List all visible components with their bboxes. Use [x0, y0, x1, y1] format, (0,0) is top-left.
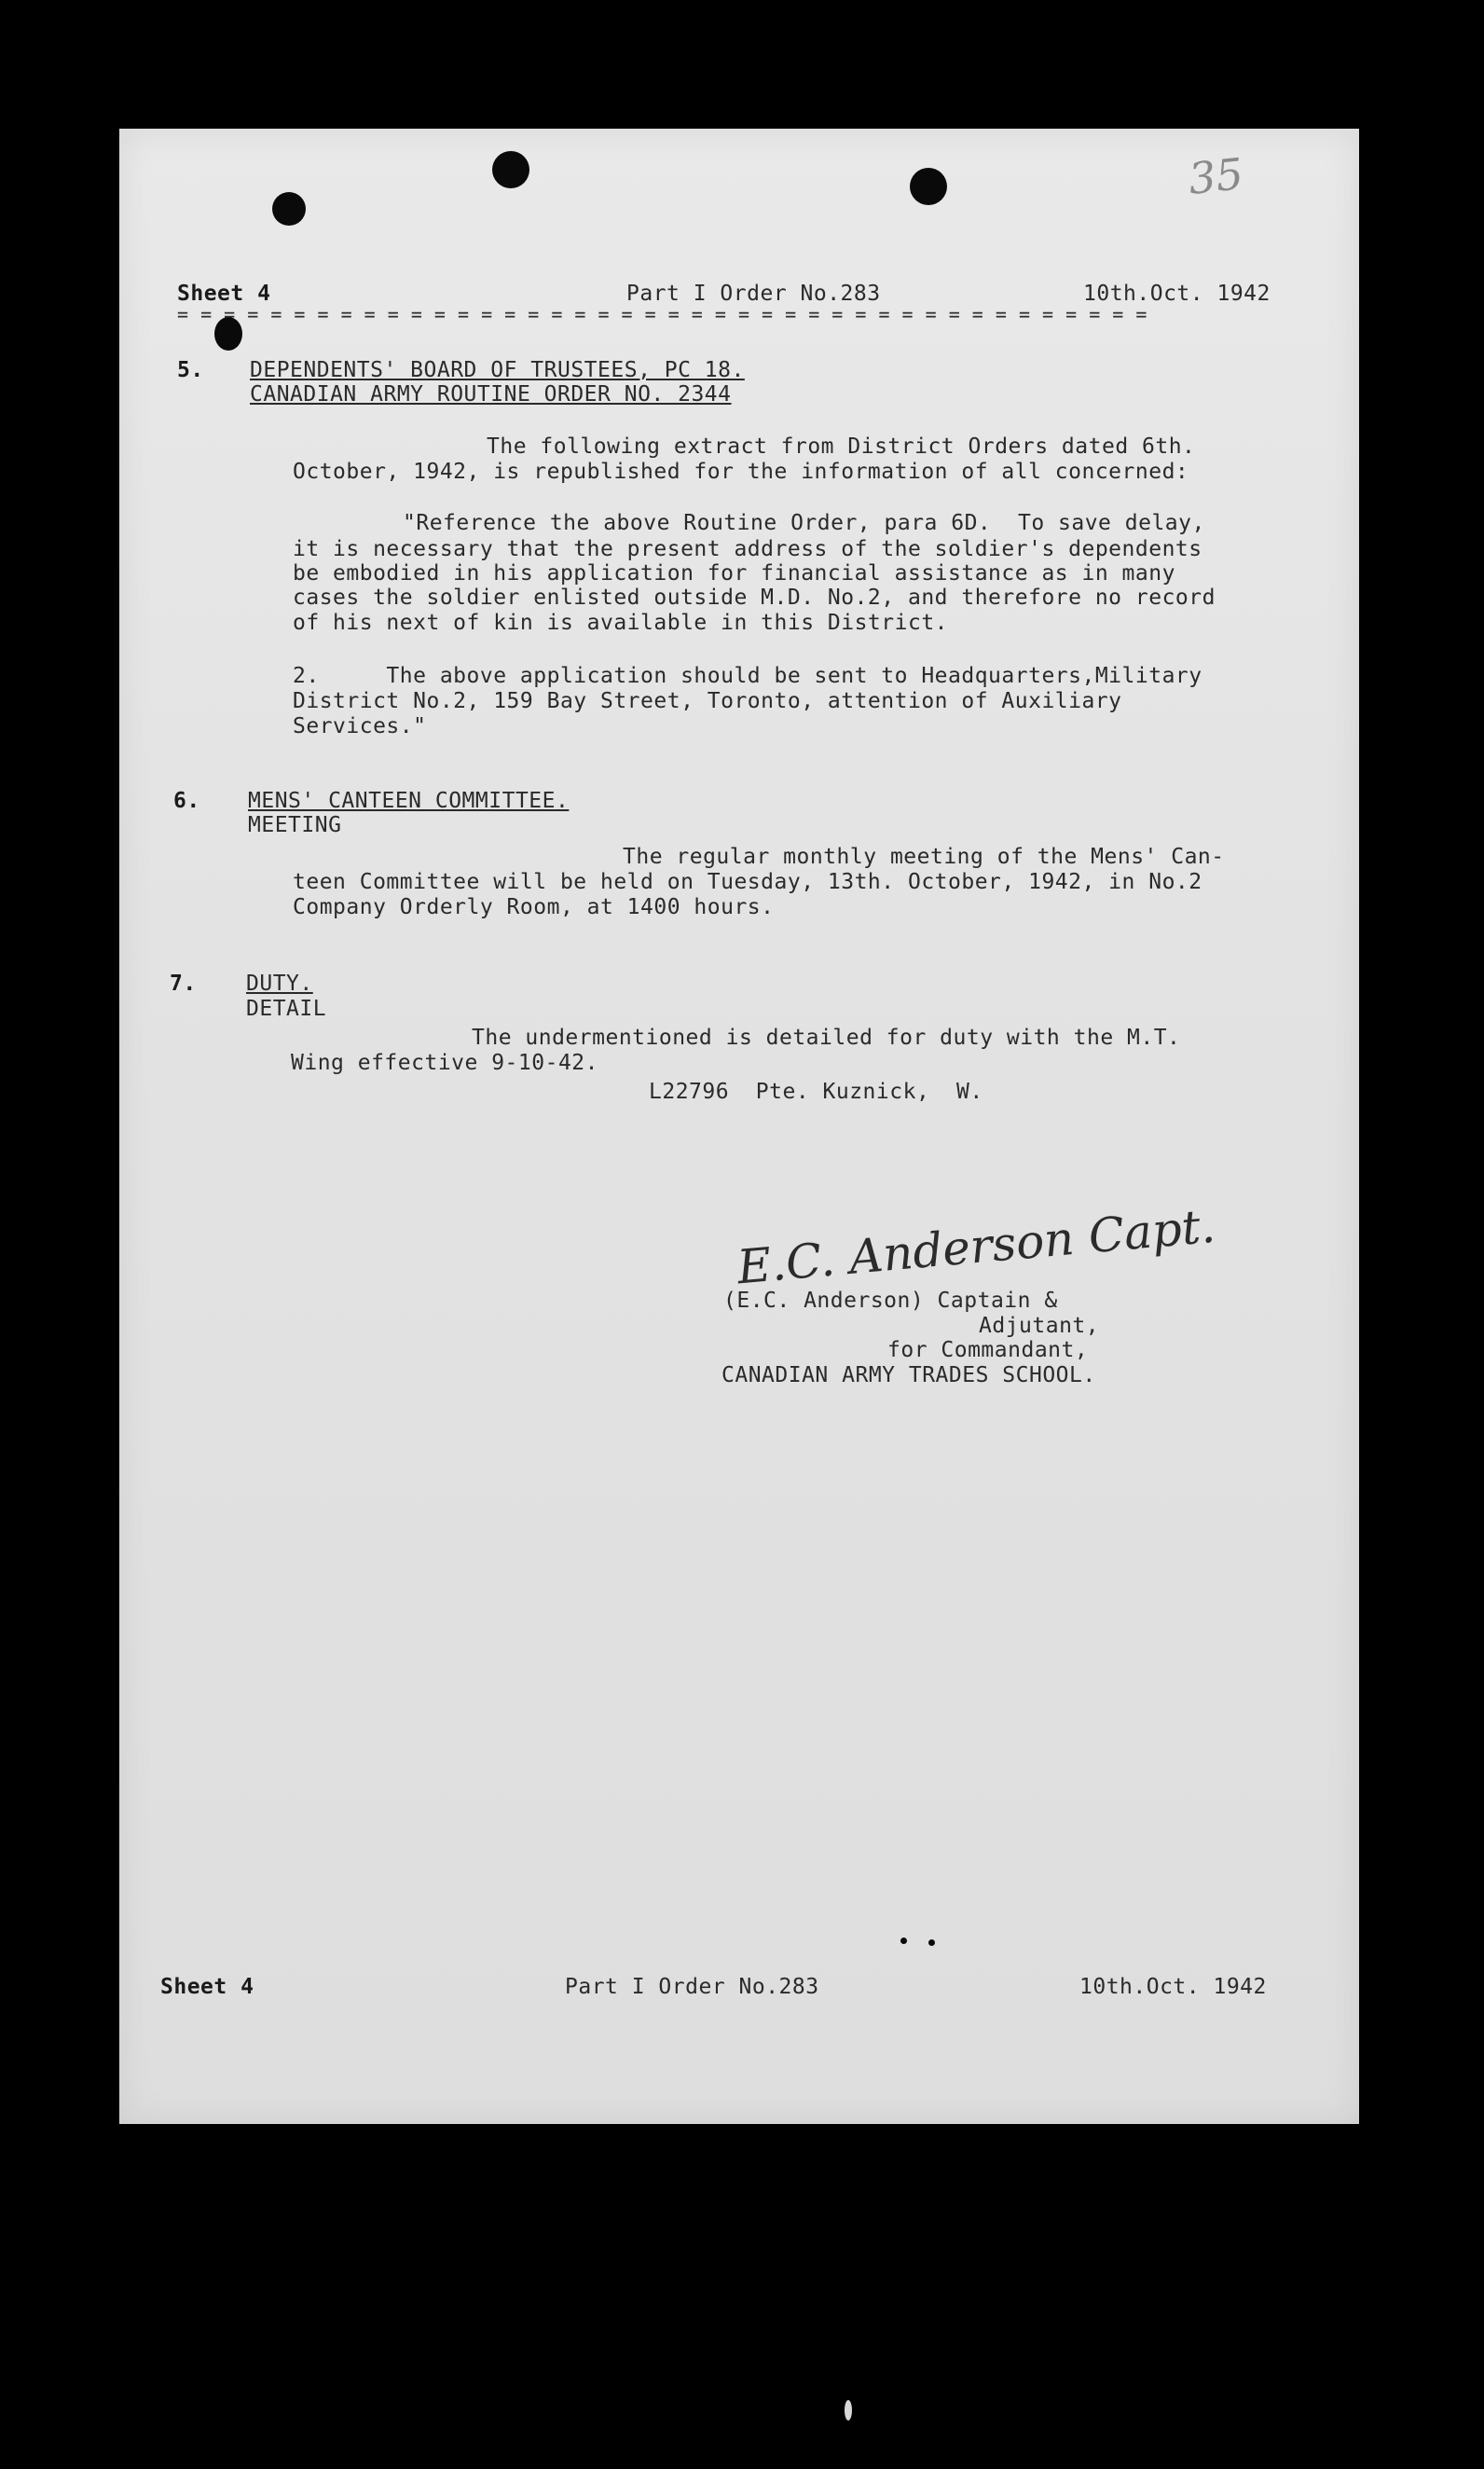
item-5-para2-line-3: Services." — [293, 714, 427, 738]
punch-hole-left — [272, 192, 306, 226]
item-5-para2-line-2: District No.2, 159 Bay Street, Toronto, attention of Auxiliary — [293, 689, 1122, 713]
handwritten-signature: E.C. Anderson Capt. — [735, 1198, 1217, 1295]
item-7-title-line2: DETAIL — [246, 997, 327, 1021]
ink-dot — [900, 1938, 907, 1944]
item-5-number: 5. — [177, 358, 204, 382]
header-order: Part I Order No.283 — [626, 282, 881, 306]
item-5-line-2: October, 1942, is republished for the information of all concerned: — [293, 460, 1189, 484]
item-5-quote-line-4: cases the soldier enlisted outside M.D. No.2, and therefore no record — [293, 586, 1216, 610]
item-5-line-1: The following extract from District Orders dated 6th. — [487, 434, 1196, 459]
item-6-number: 6. — [173, 789, 200, 813]
item-5-quote-line-5: of his next of kin is available in this District. — [293, 611, 949, 635]
signature-line-3: for Commandant, — [887, 1338, 1089, 1362]
signature-line-1: (E.C. Anderson) Captain & — [723, 1289, 1058, 1313]
footer-date: 10th.Oct. 1942 — [1079, 1975, 1267, 1999]
item-5-title-line1: DEPENDENTS' BOARD OF TRUSTEES, PC 18. — [250, 358, 745, 382]
pencil-page-number: 35 — [1186, 148, 1246, 204]
item-5-para2-line-1: 2. The above application should be sent to Headquarters,Military — [293, 664, 1202, 688]
item-5-title-line2: CANADIAN ARMY ROUTINE ORDER NO. 2344 — [250, 382, 732, 407]
item-7-title-line1: DUTY. — [246, 972, 313, 996]
header-rule: = = = = = = = = = = = = = = = = = = = = = = = = = = = = = = = = = = = = = = = = = = — [177, 303, 1147, 325]
dust-speck — [845, 2400, 852, 2421]
footer-order: Part I Order No.283 — [565, 1975, 819, 1999]
item-5-quote-line-3: be embodied in his application for financial assistance as in many — [293, 561, 1175, 586]
item-5-quote-line-1: "Reference the above Routine Order, para 6D. To save delay, — [403, 511, 1205, 535]
item-7-person: L22796 Pte. Kuznick, W. — [649, 1080, 983, 1104]
item-6-title-line1: MENS' CANTEEN COMMITTEE. — [248, 789, 570, 813]
ink-dot — [928, 1939, 935, 1946]
item-5-quote-line-2: it is necessary that the present address of the soldier's dependents — [293, 537, 1202, 561]
signature-line-4: CANADIAN ARMY TRADES SCHOOL. — [721, 1363, 1096, 1387]
document-page — [119, 129, 1359, 2124]
item-6-line-1: The regular monthly meeting of the Mens' Can- — [623, 845, 1225, 869]
item-6-line-2: teen Committee will be held on Tuesday, 13th. October, 1942, in No.2 — [293, 870, 1202, 894]
punch-hole-right — [910, 168, 947, 205]
item-6-title-line2: MEETING — [248, 813, 342, 837]
item-6-line-3: Company Orderly Room, at 1400 hours. — [293, 895, 775, 919]
header-date: 10th.Oct. 1942 — [1083, 282, 1271, 306]
item-7-line-2: Wing effective 9-10-42. — [291, 1051, 598, 1075]
signature-line-2: Adjutant, — [979, 1314, 1100, 1338]
header-sheet: Sheet 4 — [177, 282, 271, 306]
punch-hole-center — [492, 151, 529, 188]
footer-sheet: Sheet 4 — [160, 1975, 254, 1999]
item-7-line-1: The undermentioned is detailed for duty with the M.T. — [472, 1026, 1181, 1050]
item-7-number: 7. — [170, 972, 197, 996]
